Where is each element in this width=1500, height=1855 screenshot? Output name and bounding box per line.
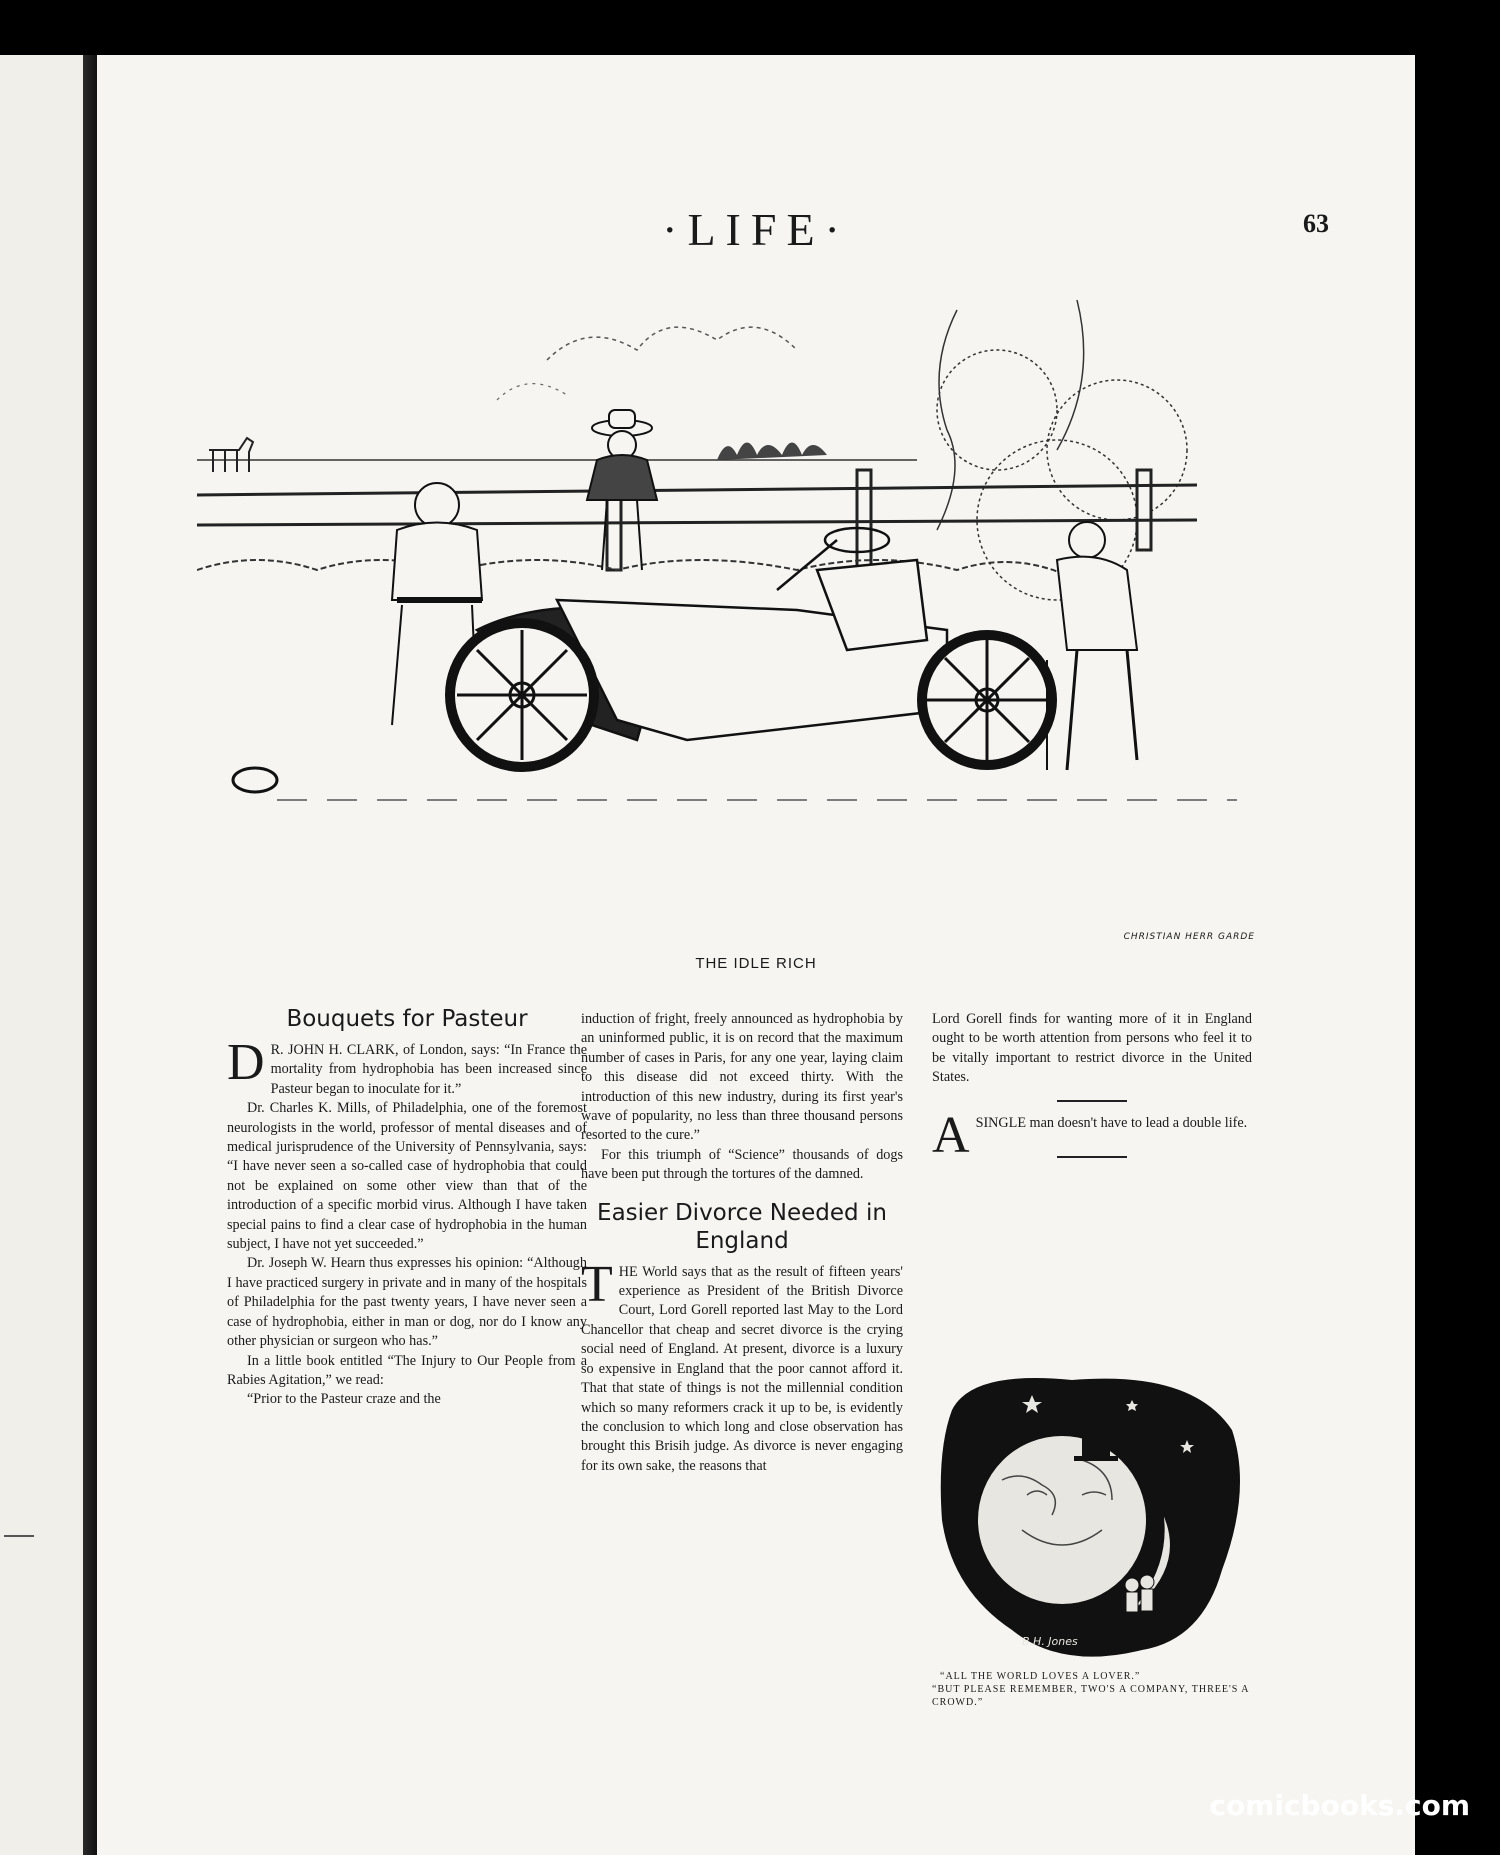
dropcap: A bbox=[932, 1106, 970, 1164]
illustration-caption: THE IDLE RICH bbox=[695, 955, 817, 972]
dropcap: T bbox=[581, 1255, 613, 1313]
idle-rich-illustration bbox=[197, 270, 1277, 960]
headline-pasteur: Bouquets for Pasteur bbox=[286, 1006, 528, 1032]
divider-rule bbox=[1057, 1100, 1127, 1102]
column-2 bbox=[581, 1010, 903, 1476]
column-1 bbox=[227, 1005, 587, 1410]
divider-rule bbox=[1057, 1156, 1127, 1158]
masthead: ·LIFE· bbox=[662, 204, 850, 255]
page-gutter bbox=[83, 55, 97, 1855]
paragraph: In a little book entitled “The Injury to Our People from a Rabies Agitation,” we read: bbox=[227, 1352, 587, 1388]
headline-divorce: Easier Divorce Needed in England bbox=[597, 1199, 887, 1254]
column-3 bbox=[932, 1010, 1252, 1170]
caption-line: “ALL THE WORLD LOVES A LOVER.” bbox=[940, 1671, 1141, 1682]
horse-sketch bbox=[209, 438, 253, 472]
magazine-page bbox=[97, 55, 1415, 1855]
paragraph: Dr. Joseph W. Hearn thus expresses his opinion: “Although I have practiced surgery in private and in many of the hospitals of Philadelphia for the past twenty years, I have never seen a case of hydrophobia, either in man or dog, nor do I know any other physician or surgeon who has.” bbox=[227, 1255, 587, 1350]
facing-page-edge bbox=[0, 55, 83, 1855]
paragraph: For this triumph of “Science” thousands of dogs have been put through the tortures of the damned. bbox=[581, 1146, 903, 1183]
paragraph: “Prior to the Pasteur craze and the bbox=[247, 1391, 441, 1408]
paragraph: Lord Gorell finds for wanting more of it in England ought to be worth attention from persons who feel it to be vitally important to restrict divorce in the United States. bbox=[932, 1011, 1252, 1086]
moon-cartoon bbox=[932, 1370, 1252, 1670]
cartoon-caption bbox=[932, 1670, 1252, 1709]
page-number: 63 bbox=[1303, 209, 1329, 238]
caption-line: “BUT PLEASE REMEMBER, TWO'S A COMPANY, THREE'S A CROWD.” bbox=[932, 1684, 1249, 1708]
paragraph: ASINGLE man doesn't have to lead a double life. bbox=[932, 1106, 1248, 1164]
dropcap: D bbox=[227, 1034, 265, 1091]
paragraph: D R. JOHN H. CLARK, of London, says: “In France the mortality from hydrophobia has been increased since Pasteur began to inoculate for it.” bbox=[227, 1034, 587, 1097]
cartoon-signature: B.H. Jones bbox=[1022, 1635, 1078, 1648]
paragraph: Dr. Charles K. Mills, of Philadelphia, one of the foremost neurologists in the world, professor of mental diseases and of medical jurisprudence of the University of Pennsylvania, says: “I have never seen a so-called case of hydrophobia that could not be explained on some other view than that of the introduction of a specific morbid virus. Although I have taken special pains to find a clear case of hydrophobia in the human subject, I have not yet succeeded.” bbox=[227, 1100, 587, 1253]
artist-signature: CHRISTIAN HERR GARDE bbox=[1123, 932, 1255, 942]
paragraph: THE World says that as the result of fifteen years' experience as President of the British Divorce Court, Lord Gorell reported last May to the Lord Chancellor that cheap and secret divorce is the crying social need of England. At present, divorce is a luxury so expensive in England that the poor cannot afford it. That that state of things is not the millennial condition which so many reformers crack it up to be, is evidently the conclusion to which long and close observation has brought this Brisih judge. As divorce is never engaging for its own sake, the reasons that bbox=[581, 1255, 903, 1474]
paragraph: induction of fright, freely announced as hydrophobia by an uninformed public, it is on record that the maximum number of cases in Paris, for any one year, laying claim to this disease did not exceed thirty. With the introduction of this new industry, during its first year's wave of popularity, no less than three thousand persons resorted to the cure.” bbox=[581, 1011, 903, 1144]
margin-mark bbox=[4, 1535, 34, 1537]
watermark: comicbooks.com bbox=[1209, 1789, 1470, 1822]
